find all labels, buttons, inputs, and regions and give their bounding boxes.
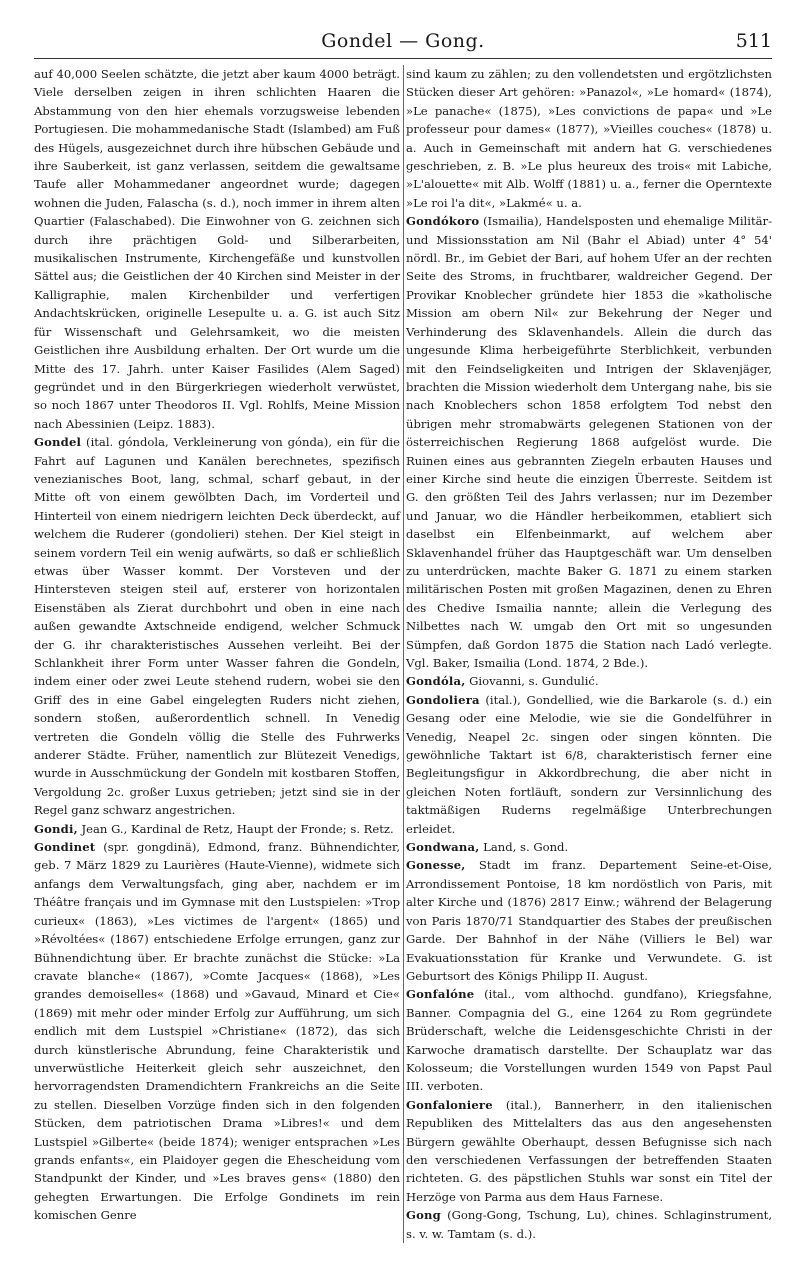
dictionary-entry	[406, 672, 772, 690]
entry-headword: Gonfalóne	[406, 987, 475, 1002]
entry-text: auf 40,000 Seelen schätzte, die jetzt aber kaum 4000 beträgt. Viele derselben zeigen in ihren schlichten Haaren die Abstammung von den hier ehemals vorzugsweise lebenden Portugiesen. Die mohammedanische Stadt (Islambed) am Fuß des Hügels, ausgezeichnet durch ihre hübschen Gebäude und ihre Sauberkeit, ist ganz verlassen, seitdem die gewaltsame Taufe aller Mohammedaner angeordnet wurde; dagegen wohnen die Juden, Falascha (s. d.), noch immer in ihrem alten Quartier (Falaschabed). Die Einwohner von G. zeichnen sich durch ihre prächtigen Gold- und Silberarbeiten, musikalischen Instrumente, Kirchengefäße und kunstvollen Sättel aus; die Geistlichen der 40 Kirchen sind Meister in der Kalligraphie, malen Kirchenbilder und verfertigen Andachtskrücken, originelle Lesepulte u. a. G. ist auch Sitz für Wissenschaft und Gelehrsamkeit, wo die meisten Geistlichen ihre Ausbildung erhalten. Der Ort wurde um die Mitte des 17. Jahrh. unter Kaiser Fasilides (Alem Saged) gegründet und in den Bürgerkriegen wiederholt verwüstet, so noch 1867 unter Theodoros II. Vgl. Rohlfs, Meine Mission nach Abessinien (Leipz. 1883).	[34, 67, 400, 431]
dictionary-entry	[406, 1206, 772, 1243]
entry-text: Stadt im franz. Departement Seine-et-Oise, Arrondissement Pontoise, 18 km nordöstlich von Paris, mit alter Kirche und (1876) 2817 Einw.; während der Belagerung von Paris 1870/71 Standquartier des Stabes der preußischen Garde. Der Bahnhof in der Nähe (Villiers le Bel) war Evakuationsstation für Kranke und Verwundete. G. ist Geburtsort des Königs Philipp II. August.	[406, 858, 773, 983]
entry-text: (ital.), Gondellied, wie die Barkarole (s. d.) ein Gesang oder eine Melodie, wie sie die Gondelführer in Venedig, Neapel 2c. singen oder singen könnten. Die gewöhnliche Taktart ist 6/8, charakteristisch ferner eine Begleitungsfigur in Akkordbrechung, die aber nicht in gleichen Noten fortläuft, sondern zur Versinnlichung des taktmäßigen Ruderns regelmäßige Unterbrechungen erleidet.	[406, 692, 772, 836]
dictionary-entry	[406, 65, 772, 212]
entry-text: (spr. gongdinä), Edmond, franz. Bühnendichter, geb. 7 März 1829 zu Laurières (Haute-Vienne), widmete sich anfangs dem Verwaltungsfach, ging aber, nachdem er im Théâtre français und im Gymnase mit den Lustspielen: »Trop curieux« (1863), »Les victimes de l'argent« (1865) und »Révoltées« (1867) entschiedene Erfolge errungen, ganz zur Bühnendichtung über. Er brachte zunächst die Stücke: »La cravate blanche« (1867), »Comte Jacques« (1868), »Les grandes demoiselles« (1868) und »Gavaud, Minard et Cie« (1869) mit mehr oder minder Erfolg zur Aufführung, um sich endlich mit dem Lustspiel »Christiane« (1872), das sich durch künstlerische Abrundung, feine Charakteristik und unverwüstliche Heiterkeit gleich sehr auszeichnet, den hervorragendsten Dramendichtern Frankreichs an die Seite zu stellen. Dieselben Vorzüge finden sich in den folgenden Stücken, dem patriotischen Drama »Libres!« und dem Lustspiel »Gilberte« (beide 1874); weniger entsprachen »Les grands enfants«, ein Plaidoyer gegen die Ehescheidung vom Standpunkt der Kinder, und »Les braves gens« (1880) den gehegten Erwartungen. Die Erfolge Gondinets im rein komischen Genre	[34, 840, 400, 1223]
page-number: 511	[735, 30, 772, 52]
entry-text: (ital., vom althochd. gundfano), Kriegsfahne, Banner. Compagnia del G., eine 1264 zu Rom gegründete Brüderschaft, welche die Leidensgeschichte Christi in der Karwoche dramatisch darstellte. Der Schauplatz war das Kolosseum; die Vorstellungen wurden 1549 von Papst Paul III. verboten.	[406, 987, 773, 1094]
entry-headword: Gonfaloniere	[406, 1097, 493, 1112]
entry-headword: Gondel	[34, 435, 82, 450]
entry-text: Giovanni, s. Gundulić.	[469, 674, 599, 689]
left-column	[34, 65, 400, 1243]
running-head	[34, 30, 772, 59]
dictionary-entry	[406, 985, 772, 1095]
entry-text: Jean G., Kardinal de Retz, Haupt der Fronde; s. Retz.	[81, 821, 394, 836]
dictionary-entry	[406, 212, 772, 672]
right-column	[406, 65, 772, 1243]
dictionary-entry	[34, 820, 400, 838]
entry-headword: Gondinet	[34, 840, 96, 855]
entry-text: (ital. góndola, Verkleinerung von gónda), ein für die Fahrt auf Lagunen und Kanälen berechnetes, spezifisch venezianisches Boot, lang, schmal, scharf gebaut, in der Mitte oft von einem gewölbten Dach, im Vorderteil und Hinterteil von einem niedrigern leichten Deck überdeckt, auf welchem die Ruderer (gondolieri) stehen. Der Kiel steigt in seinem vordern Teil ein wenig aufwärts, so daß er schließlich etwas über Wasser kommt. Der Vorsteven und der Hintersteven steigen steil auf, ersterer von horizontalen Eisenstäben als Zierat durchbohrt und oben in eine nach außen gewandte Axtschneide endigend, welcher Schmuck der G. ihr charakteristisches Aussehen verleiht. Bei der Schlankheit ihrer Form unter Wasser fahren die Gondeln, indem einer oder zwei Leute stehend rudern, wobei sie den Griff des in eine Gabel eingelegten Ruders nicht ziehen, sondern stoßen, außerordentlich schnell. In Venedig vertreten die Gondeln völlig die Stelle des Fuhrwerks anderer Städte. Früher, namentlich zur Blütezeit Venedigs, wurde in Ausschmückung der Gondeln mit kostbaren Stoffen, Vergoldung 2c. großer Luxus getrieben; jetzt sind sie in der Regel ganz schwarz angestrichen.	[34, 435, 400, 818]
dictionary-entry	[406, 838, 772, 856]
entry-headword: Gondwana,	[406, 840, 480, 855]
entry-headword: Gondóla,	[406, 674, 466, 689]
entry-text: sind kaum zu zählen; zu den vollendetsten und ergötzlichsten Stücken dieser Art gehören: »Panazol«, »Le homard« (1874), »Le panache« (1875), »Les convictions de papa« und »Le professeur pour dames« (1877), »Vieilles couches« (1878) u. a. Auch in Gemeinschaft mit andern hat G. verschiedenes geschrieben, z. B. »Le plus heureux des trois« mit Labiche, »L'alouette« mit Alb. Wolff (1881) u. a., ferner die Operntexte »Le roi l'a dit«, »Lakmé« u. a.	[406, 67, 772, 210]
entry-headword: Gong	[406, 1208, 441, 1223]
entry-text: (Ismailia), Handelsposten und ehemalige Militär- und Missionsstation am Nil (Bahr el Abiad) unter 4° 54' nördl. Br., im Gebiet der Bari, auf hohem Ufer an der rechten Seite des Stroms, in fruchtbarer, waldreicher Gegend. Der Provikar Knoblecher gründete hier 1853 die »katholische Mission am obern Nil« zur Bekehrung der Neger und Verhinderung des Sklavenhandels. Allein die durch das ungesunde Klima herbeigeführte Sterblichkeit, verbunden mit den Feindseligkeiten und Intrigen der Sklavenjäger, brachten die Mission wiederholt dem Untergang nahe, bis sie nach Knoblechers schon 1858 erfolgtem Tod nebst den übrigen mehr stromabwärts gelegenen Stationen von der österreichischen Regierung 1868 aufgelöst wurde. Die Ruinen eines aus gebrannten Ziegeln erbauten Hauses und einer Kirche sind heute die einzigen Überreste. Seitdem ist G. den größten Teil des Jahrs verlassen; nur im Dezember und Januar, wo die Händler herbeikommen, etabliert sich daselbst ein Elfenbeinmarkt, auf welchem aber Sklavenhandel früher das Hauptgeschäft war. Um denselben zu unterdrücken, machte Baker G. 1871 zu einem starken militärischen Posten mit großen Magazinen, denen zu Ehren des Chedive Ismailia nannte; allein die Verlegung des Nilbettes nach W. umgab den Ort mit so ungesunden Sümpfen, daß Gordon 1875 die Station nach Ladó verlegte. Vgl. Baker, Ismailia (Lond. 1874, 2 Bde.).	[406, 214, 773, 670]
entry-headword: Gondi,	[34, 821, 78, 836]
entry-headword: Gonesse,	[406, 858, 466, 873]
entry-text: (Gong-Gong, Tschung, Lu), chines. Schlaginstrument, s. v. w. Tamtam (s. d.).	[406, 1208, 772, 1241]
dictionary-entry	[406, 1096, 772, 1206]
dictionary-entry	[406, 856, 772, 985]
page-title: Gondel — Gong.	[321, 30, 485, 52]
entry-headword: Gondókoro	[406, 214, 480, 229]
text-columns	[34, 65, 772, 1243]
entry-headword: Gondoliera	[406, 692, 480, 707]
entry-text: (ital.), Bannerherr, in den italienischen Republiken des Mittelalters das aus den angesehensten Bürgern gewählte Oberhaupt, dessen Befugnisse sich nach den verschiedenen Verfassungen der betreffenden Staaten richteten. G. des päpstlichen Stuhls war sonst ein Titel der Herzöge von Parma aus dem Haus Farnese.	[406, 1097, 772, 1204]
dictionary-entry	[34, 433, 400, 820]
dictionary-entry	[34, 65, 400, 433]
column-divider	[403, 65, 404, 1243]
entry-text: Land, s. Gond.	[483, 840, 569, 855]
dictionary-entry	[406, 691, 772, 838]
dictionary-entry	[34, 838, 400, 1225]
